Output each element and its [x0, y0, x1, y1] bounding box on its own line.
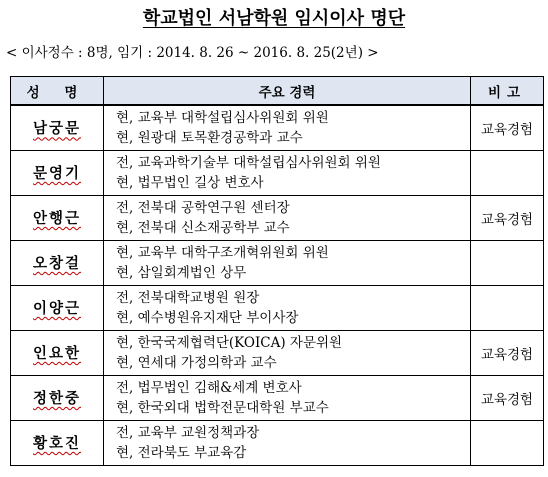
- table-row: [11, 285, 544, 330]
- career-line: 전, 법무법인 김해&세계 변호사: [116, 379, 302, 396]
- table-row: [11, 195, 544, 240]
- director-name: 안행근: [11, 195, 104, 240]
- director-name: 오창걸: [11, 240, 104, 285]
- header-row: [11, 77, 544, 106]
- term-info: < 이사정수 : 8명, 임기 : 2014. 8. 26 ~ 2016. 8. 25(2년) >: [6, 45, 379, 61]
- table-row: [11, 375, 544, 420]
- header-name: 성 명: [11, 77, 104, 106]
- director-name: 정한중: [11, 375, 104, 420]
- career-cell: [104, 420, 471, 465]
- career-cell: [104, 285, 471, 330]
- note-cell: [471, 240, 544, 285]
- table-row: [11, 420, 544, 465]
- note-cell: 교육경험: [471, 330, 544, 375]
- career-line: 전, 전북대학교병원 원장: [116, 289, 260, 306]
- career-line: 현, 법무법인 길상 변호사: [116, 174, 264, 191]
- note-cell: [471, 150, 544, 195]
- directors-table: [10, 76, 544, 466]
- career-line: 현, 한국외대 법학전문대학원 부교수: [116, 399, 329, 416]
- table-row: [11, 240, 544, 285]
- director-name: 문영기: [11, 150, 104, 195]
- table-row: [11, 105, 544, 150]
- director-name: 인요한: [11, 330, 104, 375]
- career-cell: [104, 375, 471, 420]
- career-line: 현, 한국국제협력단(KOICA) 자문위원: [116, 334, 343, 351]
- note-cell: 교육경험: [471, 375, 544, 420]
- career-line: 전, 교육부 교원정책과장: [116, 424, 260, 441]
- career-line: 현, 예수병원유지재단 부이사장: [116, 309, 299, 326]
- career-cell: [104, 195, 471, 240]
- career-line: 현, 삼일회계법인 상무: [116, 264, 247, 281]
- header-note: 비고: [471, 77, 544, 106]
- career-cell: [104, 150, 471, 195]
- career-cell: [104, 330, 471, 375]
- note-cell: 교육경험: [471, 195, 544, 240]
- note-cell: [471, 285, 544, 330]
- director-name: 남궁문: [11, 105, 104, 150]
- career-line: 현, 원광대 토목환경공학과 교수: [116, 129, 303, 146]
- table-row: [11, 330, 544, 375]
- director-name: 황호진: [11, 420, 104, 465]
- table-row: [11, 150, 544, 195]
- career-cell: [104, 105, 471, 150]
- note-cell: [471, 420, 544, 465]
- career-line: 현, 교육부 대학설립심사위원회 위원: [116, 109, 329, 126]
- career-line: 현, 전라북도 부교육감: [116, 444, 247, 461]
- note-cell: 교육경험: [471, 105, 544, 150]
- career-cell: [104, 240, 471, 285]
- career-line: 현, 교육부 대학구조개혁위원회 위원: [116, 244, 329, 261]
- header-career: 주요 경력: [104, 77, 471, 106]
- career-line: 현, 전북대 신소재공학부 교수: [116, 219, 290, 236]
- document-title: 학교법인 서남학원 임시이사 명단: [142, 8, 406, 29]
- career-line: 현, 연세대 가정의학과 교수: [116, 354, 277, 371]
- director-name: 이양근: [11, 285, 104, 330]
- career-line: 전, 전북대 공학연구원 센터장: [116, 199, 290, 216]
- career-line: 전, 교육과학기술부 대학설립심사위원회 위원: [116, 154, 381, 171]
